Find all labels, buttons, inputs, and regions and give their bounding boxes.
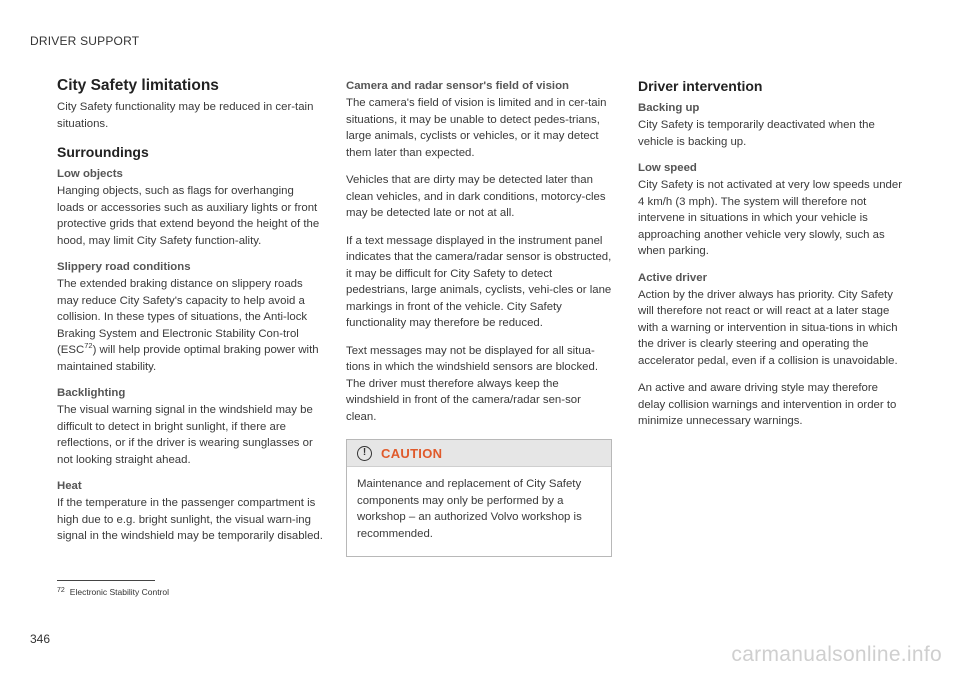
- low-objects-text: Hanging objects, such as flags for overhanging loads or accessories such as auxiliary lights or front protective grids that extend beyond the height of the hood, may limit City Safety function-ality.: [57, 185, 320, 247]
- footnote: [57, 587, 169, 597]
- fov-paragraph-1: The camera's field of vision is limited and in cer-tain situations, it may be unable to detect pedes-trians, large animals, cyclists or vehicles, or it may detect them later than expected.: [346, 97, 607, 159]
- caution-label: CAUTION: [381, 445, 443, 461]
- surroundings-heading: Surroundings: [57, 144, 149, 160]
- column-right: [638, 76, 904, 441]
- backlighting-heading: Backlighting: [57, 387, 126, 399]
- active-driver-heading: Active driver: [638, 271, 708, 284]
- section-header: DRIVER SUPPORT: [30, 34, 140, 48]
- heat-heading: Heat: [57, 480, 82, 492]
- slippery-heading: Slippery road conditions: [57, 261, 191, 273]
- page-title: City Safety limitations: [57, 77, 219, 94]
- caution-text: Maintenance and replacement of City Safety components may only be performed by a workshop – an authorized Volvo workshop is recommended.: [357, 478, 582, 540]
- caution-box: [346, 439, 612, 557]
- fov-paragraph-2: Vehicles that are dirty may be detected later than clean vehicles, and in dark conditions, motorcy-cles may be detected late or not at all.: [346, 174, 606, 219]
- active-driver-text-2: An active and aware driving style may therefore delay collision warnings and intervention in order to minimize unnecessary warnings.: [638, 382, 897, 427]
- fov-paragraph-4: Text messages may not be displayed for all situa-tions in which the windshield sensors are blocked. The driver must therefore always keep the windshield in front of the camera/radar sen-sor clean.: [346, 344, 598, 423]
- backlighting-text: The visual warning signal in the windshield may be difficult to detect in bright sunlight, if there are reflections, or if the driver is wearing sunglasses or not looking straight ahead.: [57, 404, 313, 466]
- slippery-text-a: The extended braking distance on slippery roads may reduce City Safety's capacity to help avoid a collision. In these types of situations, the Anti-lock Braking System and Electronic Stability Con-trol (ESC: [57, 278, 308, 356]
- slippery-text: [57, 276, 323, 375]
- footnote-number: 72: [57, 587, 65, 594]
- caution-body: [347, 467, 611, 556]
- low-objects-heading: Low objects: [57, 168, 123, 180]
- watermark: carmanualsonline.info: [731, 643, 942, 666]
- footnote-ref[interactable]: 72: [84, 341, 93, 351]
- intro-text: City Safety functionality may be reduced in cer-tain situations.: [57, 101, 314, 130]
- backing-up-text: City Safety is temporarily deactivated when the vehicle is backing up.: [638, 119, 875, 148]
- low-speed-heading: Low speed: [638, 162, 697, 174]
- warning-icon: !: [357, 446, 372, 461]
- fov-paragraph-3: If a text message displayed in the instrument panel indicates that the camera/radar sensor is obstructed, it may be difficult for City Safety to detect pedestrians, large animals, cyclists, vehi-cles or lane markings in front of the vehicle. City Safety functionality may therefore be reduced.: [346, 234, 612, 329]
- column-middle: [346, 76, 612, 557]
- slippery-text-b: ) will help provide optimal braking power with maintained stability.: [57, 344, 319, 373]
- caution-header: [347, 440, 611, 467]
- footnote-divider: [57, 580, 155, 581]
- fov-heading: Camera and radar sensor's field of vision: [346, 80, 570, 92]
- column-left: [57, 76, 323, 556]
- driver-intervention-heading: Driver intervention: [638, 78, 763, 94]
- active-driver-text-1: Action by the driver always has priority. City Safety will therefore not react or will react at a later stage with a warning or intervention in situa-tions in which the driver is clearly steering and operating the accelerator pedal, even if a collision is unavoidable.: [638, 288, 898, 367]
- page-number: 346: [30, 632, 51, 646]
- backing-up-heading: Backing up: [638, 102, 700, 114]
- footnote-text: Electronic Stability Control: [69, 587, 170, 597]
- heat-text: If the temperature in the passenger compartment is high due to e.g. bright sunlight, the visual warn-ing signal in the windshield may be temporarily disabled.: [57, 497, 323, 542]
- low-speed-text: City Safety is not activated at very low speeds under 4 km/h (3 mph). The system will therefore not intervene in situations in which your vehicle is approaching another vehicle very slowly, such as when parking.: [638, 179, 903, 257]
